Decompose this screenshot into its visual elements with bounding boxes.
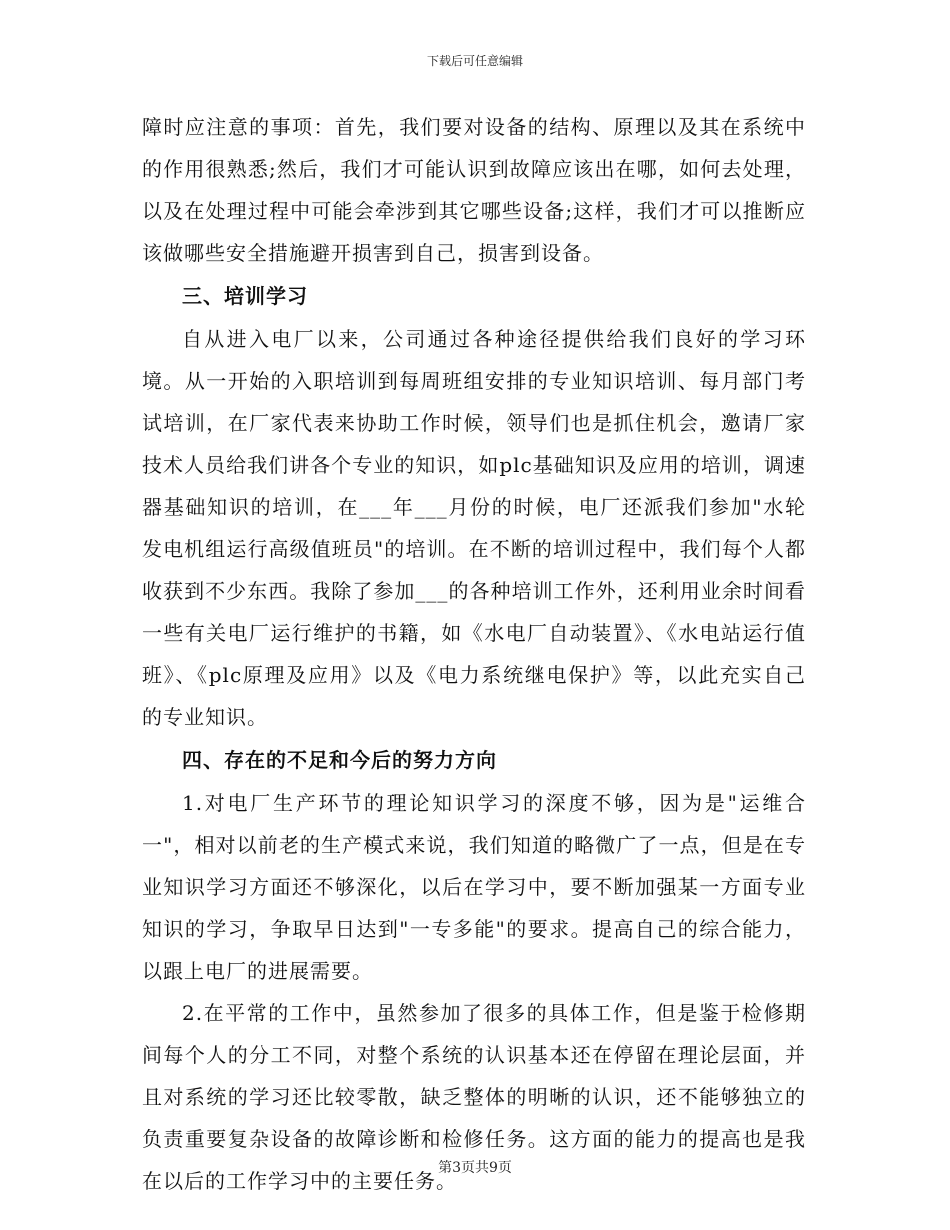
page-header: 下载后可任意编辑: [426, 54, 523, 68]
paragraph-training: 自从进入电厂以来，公司通过各种途径提供给我们良好的学习环境。从一开始的入职培训到每周班组安排的专业知识培训、每月部门考试培训，在厂家代表来协助工作时候，领导们也是抓住机会，邀请厂家技术人员给我们讲各个专业的知识，如plc基础知识及应用的培训，调速器基础知识的培训，在___年___月份的时候，电厂还派我们参加"水轮发电机组运行高级值班员"的培训。在不断的培训过程中，我们每个人都收获到不少东西。我除了参加___的各种培训工作外，还利用业余时间看一些有关电厂运行维护的书籍，如《水电厂自动装置》、《水电站运行值班》、《plc原理及应用》以及《电力系统继电保护》等，以此充实自己的专业知识。: [142, 327, 806, 729]
paragraph-shortcoming-1: 1.对电厂生产环节的理论知识学习的深度不够，因为是"运维合一"，相对以前老的生产模式来说，我们知道的略微广了一点，但是在专业知识学习方面还不够深化，以后在学习中，要不断加强某一方面专业知识的学习，争取早日达到"一专多能"的要求。提高自己的综合能力，以跟上电厂的进展需要。: [142, 791, 806, 983]
section-heading-training: 三、培训学习: [182, 284, 308, 308]
page-number: 第3页共9页: [438, 1160, 512, 1176]
document-body: [142, 106, 806, 1202]
section-heading-shortcomings: 四、存在的不足和今后的努力方向: [182, 748, 497, 772]
paragraph-continuation: 障时应注意的事项：首先，我们要对设备的结构、原理以及其在系统中的作用很熟悉;然后，我们才可能认识到故障应该出在哪，如何去处理，以及在处理过程中可能会牵涉到其它哪些设备;这样，我们才可以推断应该做哪些安全措施避开损害到自己，损害到设备。: [142, 115, 806, 265]
paragraph-shortcoming-2: 2.在平常的工作中，虽然参加了很多的具体工作，但是鉴于检修期间每个人的分工不同，对整个系统的认识基本还在停留在理论层面，并且对系统的学习还比较零散，缺乏整体的明晰的认识，还不能够独立的负责重要复杂设备的故障诊断和检修任务。这方面的能力的提高也是我在以后的工作学习中的主要任务。: [142, 1001, 806, 1193]
